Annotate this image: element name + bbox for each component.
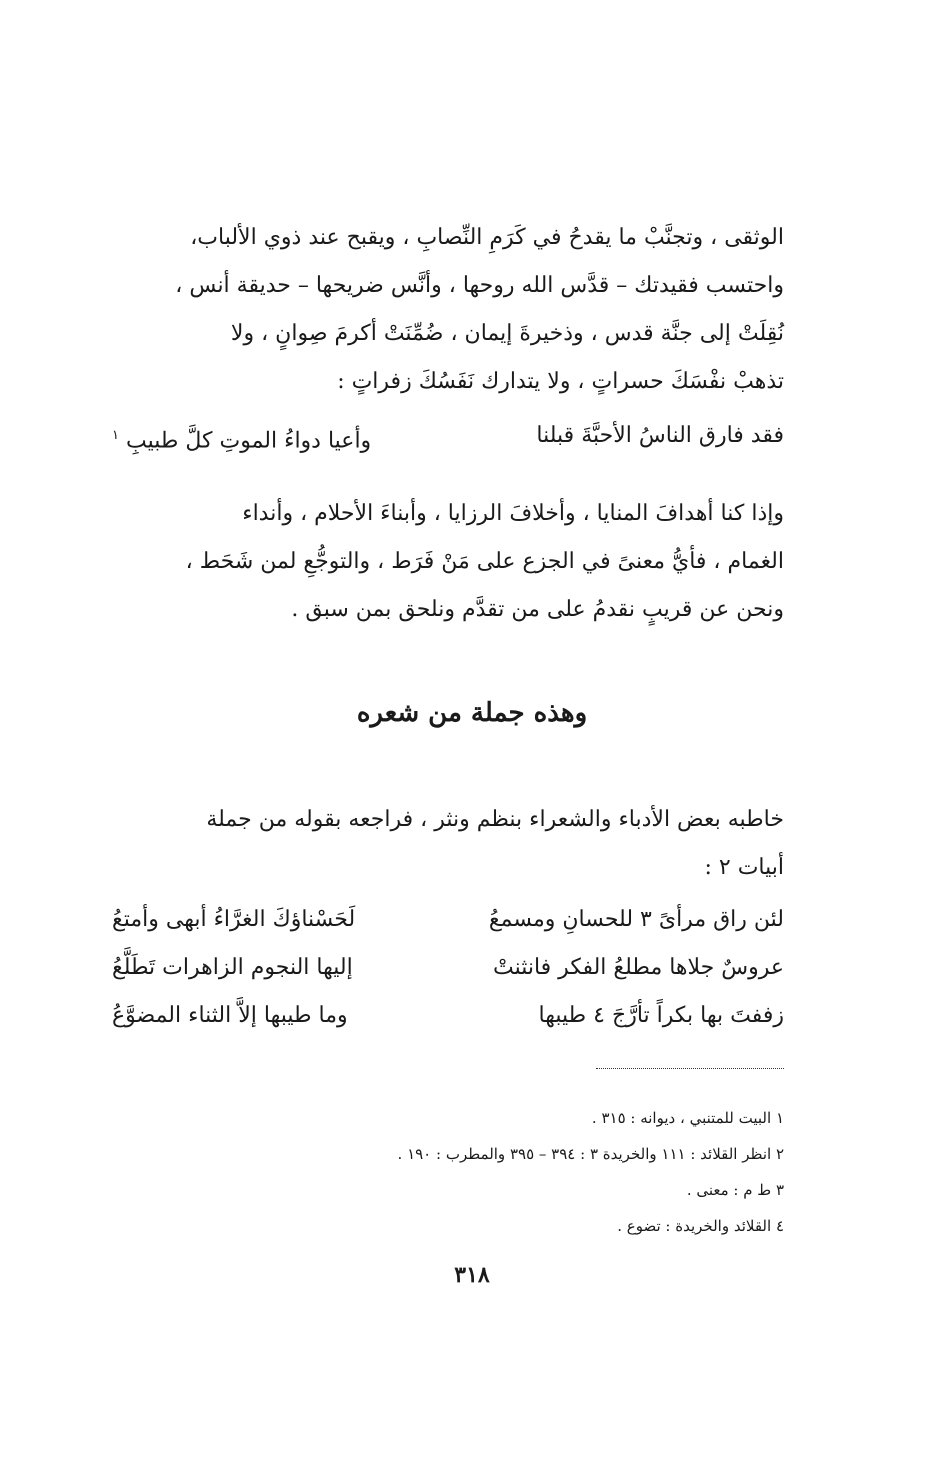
footnote: ٣ ط م : معنى . bbox=[686, 1181, 784, 1199]
text-line: ونحن عن قريبٍ نقدمُ على من تقدَّم ونلحق بمن سبق . bbox=[291, 597, 784, 622]
verse-hemistich-right: عروسٌ جلاها مطلعُ الفكر فانثنتْ bbox=[492, 955, 784, 980]
poem-line bbox=[112, 946, 784, 990]
verse-hemistich-left: وأعيا دواءُ الموتِ كلَّ طبيبِ $^١$ bbox=[112, 428, 372, 454]
verse-hemistich-left: وما طيبها إلاَّ الثناء المضوَّعُ bbox=[112, 1003, 348, 1028]
footnote: ١ البيت للمتنبي ، ديوانه : ٣١٥ . bbox=[591, 1109, 784, 1127]
footnote-marker: ١ bbox=[112, 428, 119, 443]
text-line: أبيات ٢ : bbox=[704, 855, 784, 880]
text-line: الغمام ، فأيُّ معنىً في الجزع على مَنْ فَرَط ، والتوجُّعِ لمن شَحَط ، bbox=[185, 549, 784, 574]
text-line: وإذا كنا أهدافَ المنايا ، وأخلافَ الرزايا ، وأبناءَ الأحلام ، وأنداء bbox=[242, 501, 784, 526]
text-line: واحتسب فقيدتك – قدَّس الله روحها ، وأنَّس ضريحها – حديقة أنس ، bbox=[175, 273, 784, 298]
section-heading: وهذه جملة من شعره bbox=[356, 698, 588, 728]
paragraph-consolation bbox=[112, 214, 784, 406]
poem-line bbox=[112, 994, 784, 1038]
text-line: تذهبْ نفْسَكَ حسراتٍ ، ولا يتدارك نَفَسُكَ زفراتٍ : bbox=[337, 369, 784, 394]
text-line: خاطبه بعض الأدباء والشعراء بنظم ونثر ، فراجعه بقوله من جملة bbox=[206, 807, 784, 832]
verse-hemistich-right: زففتَ بها بكراً تأرَّجَ ٤ طيبها bbox=[538, 1003, 784, 1028]
footnote: ٤ القلائد والخريدة : تضوع . bbox=[617, 1217, 784, 1235]
footnotes bbox=[200, 1100, 784, 1244]
paragraph-mortality bbox=[112, 490, 784, 634]
verse-hemistich-left: لَحَسْناؤكَ الغرَّاءُ أبهى وأمتعُ bbox=[112, 907, 356, 932]
poem-line bbox=[112, 898, 784, 942]
verse-line-quote bbox=[112, 414, 784, 463]
verse-hemistich-right: لئن راق مرأىً ٣ للحسانِ ومسمعُ bbox=[488, 907, 784, 932]
verse-hemistich-right: فقد فارق الناسُ الأحبَّةَ قبلنا bbox=[536, 423, 784, 448]
text-line: نُقِلَتْ إلى جنَّة قدس ، وذخيرةَ إيمان ، ضُمِّنَتْ أكرمَ صِوانٍ ، ولا bbox=[230, 321, 784, 346]
footnote-divider bbox=[596, 1068, 784, 1069]
text-line: الوثقى ، وتجنَّبْ ما يقدحُ في كَرَمِ النِّصابِ ، ويقبح عند ذوي الألباب، bbox=[190, 225, 784, 250]
page-number: ٣١٨ bbox=[454, 1262, 490, 1288]
footnote: ٢ انظر القلائد : ١١١ والخريدة ٣ : ٣٩٤ – ٣٩٥ والمطرب : ١٩٠ . bbox=[397, 1145, 784, 1163]
paragraph-intro bbox=[112, 796, 784, 892]
verse-hemistich-left: إليها النجوم الزاهرات تَطَلَّعُ bbox=[112, 955, 353, 980]
